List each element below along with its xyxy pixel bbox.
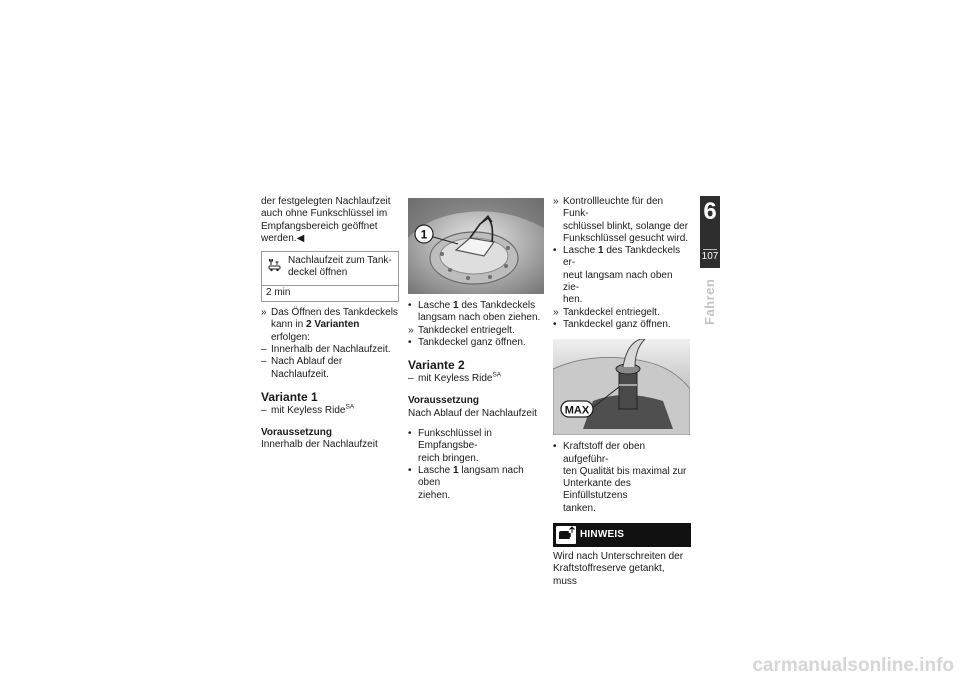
step-item: • Kraftstoff der oben aufgeführ- ten Qualität bis maximal zur Unterkante des Einfüllstutzens tanken. xyxy=(553,441,687,514)
step-item: • Lasche 1 des Tankdeckels er- neut langsam nach oben zie- hen. xyxy=(553,245,681,306)
step-item: • Lasche 1 des Tankdeckels langsam nach oben ziehen. xyxy=(408,300,541,324)
notice-label: HINWEIS xyxy=(580,529,625,541)
service-time-box: Nachlaufzeit zum Tank- deckel öffnen 2 min xyxy=(261,251,399,302)
step-item: » Tankdeckel entriegelt. xyxy=(408,324,515,336)
notice-banner xyxy=(553,523,691,547)
photo-label: 1 xyxy=(420,227,428,242)
fuel-cap-photo xyxy=(408,198,544,294)
watermark: carmanualsonline.info xyxy=(752,655,954,676)
variants-intro: » Das Öffnen des Tankdeckels kann in 2 Varianten erfolgen: xyxy=(261,307,398,343)
step-item: » Kontrollleuchte für den Funk- schlüssel blinkt, solange der Funkschlüssel gesucht wird. xyxy=(553,196,689,244)
condition-heading: Voraussetzung xyxy=(408,395,479,407)
option-item: – Innerhalb der Nachlaufzeit. xyxy=(261,343,391,355)
chapter-number: 6 xyxy=(703,198,717,225)
step-item: • Lasche 1 langsam nach oben ziehen. xyxy=(408,464,524,501)
step-item: » Tankdeckel entriegelt. xyxy=(553,306,660,318)
chapter-name: Fahren xyxy=(701,278,717,326)
step-item: • Tankdeckel ganz öffnen. xyxy=(553,318,671,330)
option-item: – Nach Ablauf der Nachlaufzeit. xyxy=(261,356,343,380)
chapter-tab xyxy=(700,196,720,268)
wrench-car-icon xyxy=(268,258,282,276)
filler-neck-photo xyxy=(553,339,690,435)
tab-divider xyxy=(703,249,717,250)
notice-text: Wird nach Unterschreiten der Kraftstoffreserve getankt, muss xyxy=(553,551,684,587)
hand-warning-icon xyxy=(556,526,576,544)
condition-heading: Voraussetzung xyxy=(261,427,332,439)
step-item: • Tankdeckel ganz öffnen. xyxy=(408,336,526,348)
page-number: 107 xyxy=(701,251,719,262)
condition-text: Nach Ablauf der Nachlaufzeit xyxy=(408,407,537,419)
condition-text: Innerhalb der Nachlaufzeit xyxy=(261,439,378,451)
intro-paragraph: der festgelegten Nachlaufzeit auch ohne Funkschlüssel im Empfangsbereich geöffnet werden.◀ xyxy=(261,196,391,244)
photo-label: MAX xyxy=(564,404,590,417)
variant-2-option: – mit Keyless Ride$^{SA}$ xyxy=(408,371,502,385)
column-1 xyxy=(261,196,399,452)
service-title: Nachlaufzeit zum Tank- xyxy=(288,255,392,267)
variant-1-option: – mit Keyless Ride$^{SA}$ xyxy=(261,403,355,416)
variant-1-heading: Variante 1 xyxy=(261,389,318,404)
variant-2-heading: Variante 2 xyxy=(408,358,465,373)
step-item: • Funkschlüssel in Empfangsbe- reich bringen. xyxy=(408,428,492,464)
column-2 xyxy=(408,196,546,502)
column-3 xyxy=(553,196,691,588)
service-duration: 2 min xyxy=(262,285,398,301)
